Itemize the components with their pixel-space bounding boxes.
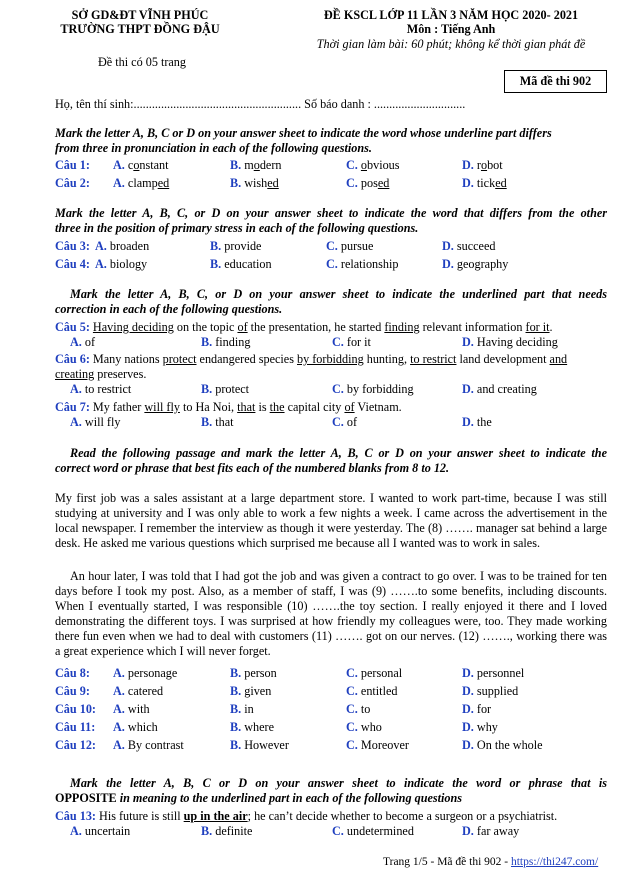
underlined-part: o [133,158,140,172]
option-c [346,176,389,191]
option-text: undetermined [346,824,414,838]
option-d [462,824,519,839]
question-9 [55,684,615,699]
option-text: who [360,720,382,734]
option-d [462,158,503,173]
question-5-options [70,335,630,350]
option-letter: C. [346,158,358,172]
option-c [332,335,371,350]
option-letter: A. [113,666,125,680]
option-a [113,720,158,735]
section4-instruction-b: correct word or phrase that best fits each of the numbered blanks from 8 to 12. [55,461,450,475]
option-letter: D. [462,335,474,349]
underlined-part: finding [384,320,420,334]
exam-code-box [504,70,607,93]
question-4 [55,257,615,272]
question-number: Câu 7: [55,400,90,414]
stem-text: . [549,320,553,334]
option-a [95,239,149,254]
option-letter: A. [70,382,82,396]
option-letter: B. [210,239,222,253]
underlined-part: of [344,400,355,414]
underlined-part: o [360,158,367,172]
option-b [210,257,272,272]
option-letter: D. [462,720,474,734]
question-1 [55,158,615,173]
option-text: relationship [340,257,399,271]
option-b [230,684,271,699]
option-b [201,382,249,397]
option-c [332,824,414,839]
stem-text: ; he can’t decide whether to become a surgeon or a psychiatrist. [247,809,558,823]
option-letter: A. [113,158,125,172]
option-d [462,176,507,191]
option-text: for [476,702,492,716]
option-b [230,702,254,717]
option-b [230,666,277,681]
option-text: catered [127,684,164,698]
question-number: Câu 12: [55,738,96,752]
option-letter: D. [462,684,474,698]
option-text: geography [456,257,509,271]
option-a [70,382,131,397]
option-text: protect [215,382,250,396]
option-letter: A. [113,176,125,190]
option-text: broaden [109,239,150,253]
option-a [113,702,150,717]
option-text: education [224,257,272,271]
option-letter: B. [201,415,213,429]
question-number: Câu 11: [55,720,96,734]
option-c [346,666,402,681]
question-number: Câu 10: [55,702,96,716]
option-text: uncertain [84,824,131,838]
option-b [230,738,289,753]
option-c [346,738,409,753]
option-letter: B. [230,738,242,752]
option-letter: B. [201,382,213,396]
question-7-stem [55,400,607,415]
underlined-part: ed [377,176,390,190]
option-text: personal [360,666,403,680]
option-text: c [127,158,134,172]
question-6-options [70,382,630,397]
exam-code: Mã đề thi 902 [519,74,592,88]
option-text: tick [476,176,496,190]
stem-text: Vietnam. [354,400,402,414]
question-2 [55,176,615,191]
option-text: in [244,702,254,716]
option-letter: B. [230,720,242,734]
option-text: biology [109,257,148,271]
section2-instruction-b: three in the position of primary stress in each of the following questions. [55,221,419,235]
option-c [332,415,357,430]
option-a [113,666,177,681]
student-info: Họ, tên thí sinh:....................................................... Số báo danh : .............................. [55,97,466,111]
option-d [442,239,495,254]
question-8 [55,666,615,681]
option-text: far away [476,824,520,838]
underlined-part: up in the air [183,809,248,823]
stem-text: hunting, [363,352,411,366]
time-allowed: Thời gian làm bài: 60 phút; không kể thời gian phát đề [316,37,586,51]
option-text: the [476,415,492,429]
option-letter: B. [201,335,213,349]
option-text: personage [127,666,178,680]
underlined-part: of [237,320,248,334]
stem-text: on the topic [173,320,238,334]
stem-text: is [255,400,270,414]
option-text: person [244,666,277,680]
option-letter: B. [210,257,222,271]
option-letter: C. [346,684,358,698]
question-number: Câu 2: [55,176,90,190]
option-letter: C. [346,666,358,680]
option-text: and creating [476,382,537,396]
stem-text: His future is still [95,809,184,823]
option-c [346,702,370,717]
stem-text: Many nations [89,352,163,366]
section2-instruction-a: Mark the letter A, B, C, or D on your answer sheet to indicate the word that differs from the other [55,206,607,220]
option-text: definite [215,824,253,838]
option-a [113,158,169,173]
underlined-part: Having deciding [92,320,174,334]
school-name: TRƯỜNG THPT ĐỒNG ĐẬU [60,22,220,36]
underlined-part: that [237,400,256,414]
option-text: Having deciding [476,335,558,349]
underlined-part: ed [157,176,170,190]
option-letter: D. [462,382,474,396]
option-text: nstant [139,158,169,172]
option-letter: A. [95,239,107,253]
section5-instruction-a: Mark the letter A, B, C or D on your answer sheet to indicate the word or phrase that is [70,776,607,790]
page-count: Đề thi có 05 trang [98,55,186,69]
question-6-stem [55,352,607,367]
section1-instruction-a: Mark the letter A, B, C or D on your answer sheet to indicate the word whose underline part differs [55,126,552,140]
option-b [201,415,234,430]
underlined-part: ed [495,176,507,190]
option-text: given [244,684,272,698]
footer-link[interactable]: https://thi247.com/ [510,856,599,868]
option-d [462,415,492,430]
option-letter: A. [113,738,125,752]
stem-text: to Ha Noi, [179,400,238,414]
emphasis-word: OPPOSITE [55,791,117,805]
option-letter: C. [332,824,344,838]
underlined-part: creating [55,367,95,381]
option-c [326,257,398,272]
option-b [201,335,250,350]
option-b [230,176,279,191]
option-letter: D. [462,176,474,190]
option-letter: C. [332,382,344,396]
option-text: to [360,702,371,716]
underlined-part: o [480,158,488,172]
option-c [346,720,382,735]
option-text: which [127,720,158,734]
option-d [462,738,543,753]
option-text: that [215,415,234,429]
section1-instruction-b: from three in pronunciation in each of the following questions. [55,141,372,155]
option-text: why [476,720,498,734]
stem-text: preserves. [94,367,147,381]
option-letter: A. [95,257,107,271]
option-text: personnel [476,666,525,680]
question-number: Câu 1: [55,158,90,172]
school-dept: SỞ GD&ĐT VĨNH PHÚC [71,8,209,22]
option-b [210,239,261,254]
option-text: dern [259,158,282,172]
instruction-text: in meaning to the underlined part in each of the following questions [116,791,463,805]
underlined-part: ed [267,176,279,190]
option-text: wish [244,176,268,190]
option-letter: B. [230,684,242,698]
option-text: clamp [127,176,158,190]
stem-text: the presentation, he started [247,320,385,334]
option-letter: B. [230,666,242,680]
option-letter: A. [113,684,125,698]
option-d [462,720,498,735]
option-text: However [244,738,289,752]
option-letter: C. [326,257,338,271]
question-12 [55,738,615,753]
option-text: bvious [367,158,400,172]
underlined-part: for it [525,320,550,334]
option-letter: B. [230,158,242,172]
option-text: where [244,720,275,734]
question-10 [55,702,615,717]
option-letter: C. [332,335,344,349]
option-b [230,720,274,735]
option-text: Moreover [360,738,409,752]
question-number: Câu 4: [55,257,90,271]
option-letter: B. [230,702,242,716]
underlined-part: and [549,352,568,366]
option-text: entitled [360,684,398,698]
option-text: By contrast [127,738,184,752]
underlined-part: o [253,158,260,172]
option-letter: D. [462,702,474,716]
question-number: Câu 9: [55,684,90,698]
option-text: to restrict [84,382,132,396]
stem-text: relevant information [419,320,526,334]
question-number: Câu 13: [55,809,96,823]
passage-paragraph-1: My first job was a sales assistant at a large department store. I wanted to work part-time, because I was still studying at university and I was only able to work a few nights a week. I came across the advertisement in the local newspaper. I remember the interview as though it were yesterday. The (8) ……. manager sat behind a large desk. He asked me various questions which surprised me because all I wanted was to work in sales. [55,491,607,550]
footer-text: Trang 1/5 - Mã đề thi 902 - [383,856,511,868]
option-letter: C. [346,702,358,716]
option-text: bot [487,158,503,172]
question-13-stem [55,809,607,824]
option-letter: A. [113,702,125,716]
section3-instruction-a: Mark the letter A, B, C, or D on your answer sheet to indicate the underlined part that needs [70,287,607,301]
option-c [332,382,414,397]
option-text: of [84,335,96,349]
option-text: by forbidding [346,382,414,396]
option-letter: A. [70,415,82,429]
option-letter: C. [346,738,358,752]
option-text: supplied [476,684,519,698]
question-3 [55,239,615,254]
option-d [462,684,518,699]
underlined-part: protect [162,352,197,366]
option-text: r [476,158,481,172]
option-letter: D. [462,415,474,429]
option-a [95,257,147,272]
option-a [70,415,120,430]
option-letter: A. [70,335,82,349]
option-text: finding [215,335,251,349]
option-letter: B. [230,176,242,190]
question-number: Câu 3: [55,239,90,253]
option-text: will fly [84,415,121,429]
question-number: Câu 6: [55,352,90,366]
option-text: m [244,158,254,172]
option-a [113,684,163,699]
option-letter: A. [70,824,82,838]
option-letter: C. [346,720,358,734]
option-d [442,257,508,272]
option-text: succeed [456,239,496,253]
option-text: pos [360,176,378,190]
stem-text: My father [89,400,145,414]
option-d [462,382,537,397]
option-b [201,824,252,839]
underlined-part: will fly [144,400,180,414]
option-b [230,158,281,173]
stem-text: land development [456,352,550,366]
option-letter: D. [442,239,454,253]
section4-instruction-a: Read the following passage and mark the letter A, B, C or D on your answer sheet to indicate the [70,446,607,460]
underlined-part: to restrict [410,352,457,366]
option-letter: A. [113,720,125,734]
option-letter: D. [462,158,474,172]
option-text: with [127,702,150,716]
exam-title: ĐỀ KSCL LỚP 11 LẦN 3 NĂM HỌC 2020- 2021 [323,8,579,22]
option-text: pursue [340,239,374,253]
option-c [326,239,373,254]
question-number: Câu 5: [55,320,90,334]
question-11 [55,720,615,735]
option-a [113,738,184,753]
option-letter: C. [346,176,358,190]
option-text: On the whole [476,738,543,752]
section5-instruction-b [55,791,607,806]
option-a [70,824,130,839]
option-letter: D. [442,257,454,271]
stem-text: capital city [284,400,345,414]
underlined-part: the [269,400,285,414]
option-letter: D. [462,738,474,752]
question-7-options [70,415,630,430]
subject: Môn : Tiếng Anh [406,22,496,36]
footer [383,855,598,870]
option-a [113,176,169,191]
option-letter: D. [462,824,474,838]
option-d [462,335,558,350]
option-text: of [346,415,358,429]
option-letter: C. [332,415,344,429]
option-letter: C. [326,239,338,253]
question-13-options [70,824,630,839]
stem-text: endangered species [196,352,297,366]
option-d [462,702,491,717]
question-number: Câu 8: [55,666,90,680]
passage-paragraph-2: An hour later, I was told that I had got the job and was given a contract to go over. I was to be trained for ten days before I took my post. Also, as a member of staff, I was (9) …….to some benefits, including discounts. When I eventually started, I was responsible (10) …….the toy section. I really enjoyed it there and I loved demonstrating the different toys. I was surprised at how friendly my colleagues were, too. They made working there fun even when we had to deal with customers (11) ……. got on our nerves. (12) ……., working there was a great experience which I will never forget. [55,569,607,658]
option-c [346,158,400,173]
question-5-stem [55,320,607,335]
underlined-part: by forbidding [297,352,364,366]
option-text: for it [346,335,371,349]
option-letter: D. [462,666,474,680]
option-a [70,335,95,350]
option-letter: B. [201,824,213,838]
option-text: provide [224,239,262,253]
option-c [346,684,397,699]
option-d [462,666,524,681]
question-6-stem-cont [55,367,607,382]
section3-instruction-b: correction in each of the following questions. [55,302,283,316]
